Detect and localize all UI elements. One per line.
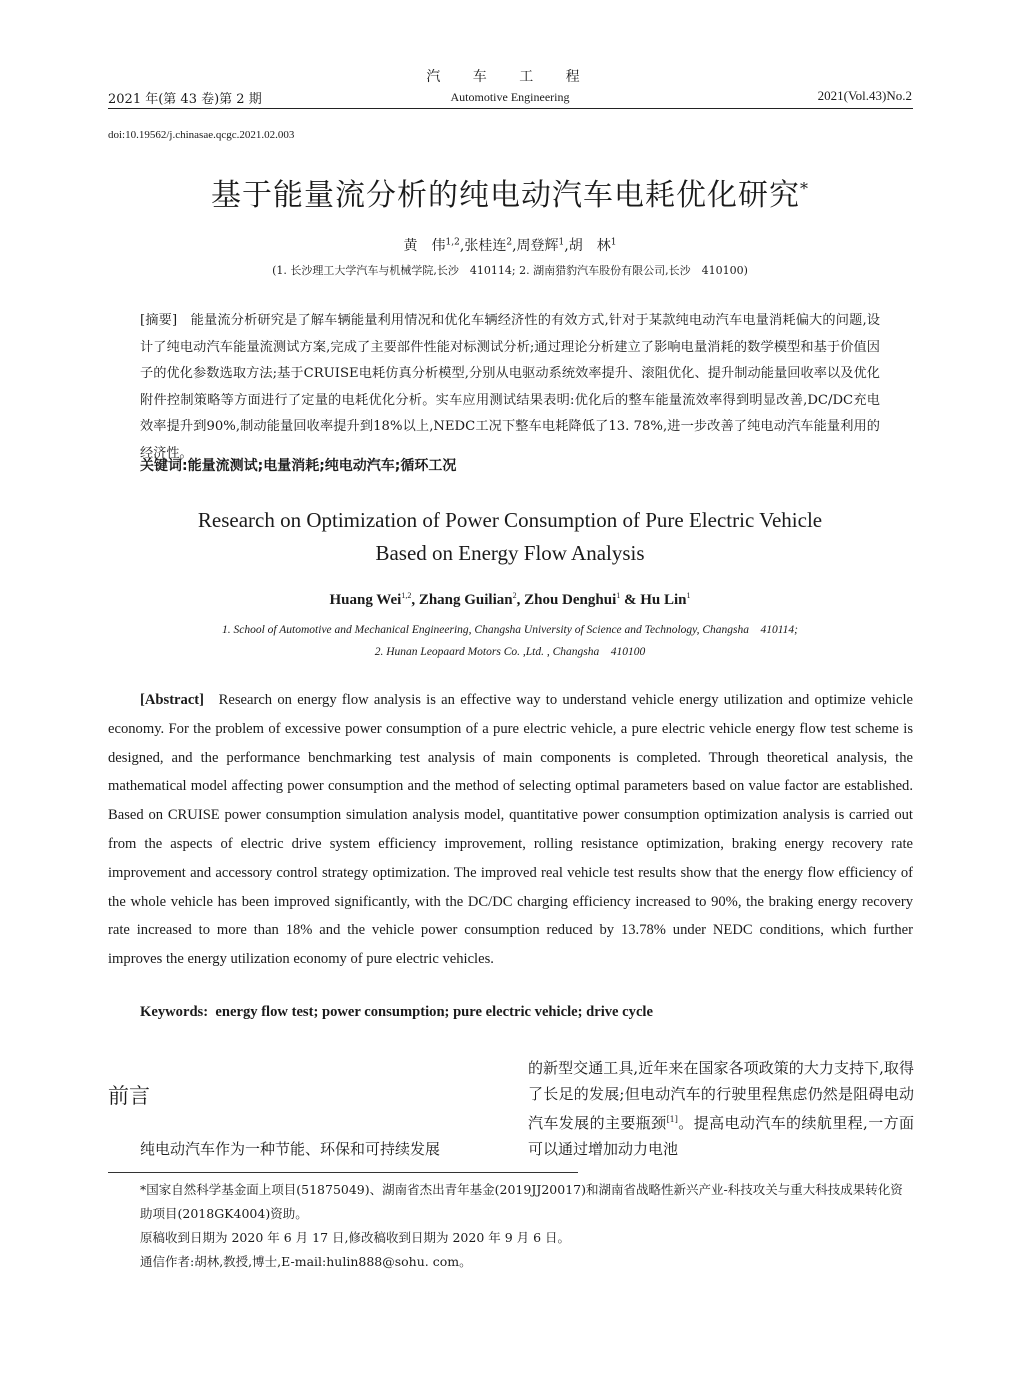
author-cn: 周登辉 [516,238,559,254]
author-en: Zhang Guilian [418,592,513,608]
author-en: Hu Lin [640,592,687,608]
issue-info-en: 2021(Vol.43)No.2 [817,88,912,103]
abstract-cn-text: 能量流分析研究是了解车辆能量利用情况和优化车辆经济性的有效方式,针对于某款纯电动汽车电量消耗偏大的问题,设计了纯电动汽车能量流测试方案,完成了主要部件性能对标测试分析;通过理论分析建立了影响电量消耗的数学模型和基于价值因子的优化参数选取方法;基于CRUISE电耗仿真分析模型,分别从电驱动系统效率提升、滚阻优化、提升制动能量回收率以及优化附件控制策略等方面进行了定量的电耗优化分析。实车应用测试结果表明:优化后的整车能量流效率得到明显改善,DC/DC充电效率提升到90%,制动能量回收率提升到18%以上,NEDC工况下整车电耗降低了13. 78%,进一步改善了纯电动汽车能量利用的经济性。 [140,313,880,461]
journal-name-cn: 汽 车 工 程 [426,69,594,85]
footnote-divider [108,1172,578,1173]
author-affil-sup: 1 [610,237,617,248]
header-divider [108,108,913,109]
keywords-en [140,1004,653,1021]
keywords-cn-text: 能量流测试;电量消耗;纯电动汽车;循环工况 [187,458,457,474]
title-footnote-mark: * [800,179,809,198]
footnote-funding: *国家自然科学基金面上项目(51875049)、湖南省杰出青年基金(2019JJ20017)和湖南省战略性新兴产业-科技攻关与重大科技成果转化资助项目(2018GK4004)资助。 [140,1182,903,1221]
author-en: Zhou Denghui [524,592,617,608]
author-list-cn: 黄 伟$^{1,2}$,张桂连$^2$,周登辉$^1$,胡 林$^1$ [403,237,617,254]
section-heading-introduction: 前言 [108,1084,150,1108]
issue-info-cn: 2021 年(第 43 卷)第 2 期 [108,92,262,107]
body-paragraph-left: 纯电动汽车作为一种节能、环保和可持续发展 [140,1140,441,1158]
author-affil-sup: 1,2 [445,237,460,248]
affiliations-cn: (1. 长沙理工大学汽车与机械学院,长沙 410114; 2. 湖南猎豹汽车股份有限公司,长沙 410100) [272,264,748,277]
author-en: Huang Wei [329,592,402,608]
author-cn: 张桂连 [464,238,507,254]
author-separator: , [516,592,525,608]
author-affil-sup: 1 [558,237,565,248]
abstract-en [108,686,913,974]
title-en-line-2: Based on Energy Flow Analysis [375,541,645,565]
body-text: 。提高电动汽车的续航里程,一方面可以通过增加动力电池 [528,1114,914,1158]
author-affil-sup: 1 [686,591,691,600]
footnote-received: 原稿收到日期为 2020 年 6 月 17 日,修改稿收到日期为 2020 年 9 月 6 日。 [140,1230,571,1245]
abstract-en-text: Research on energy flow analysis is an effective way to understand vehicle energy utilization and optimize vehicle economy. For the problem of excessive power consumption of a pure electric vehicle, a pure electric vehicle energy flow test scheme is designed, and the performance benchmarking test analysis of main components is completed. Through theoretical analysis, the mathematical model affecting power consumption and the method of selecting optimal parameters based on value factor are established. Based on CRUISE power consumption simulation analysis model, quantitative power consumption optimization analysis is carried out from the aspects of electric drive system efficiency improvement, rolling resistance optimization, braking energy recovery rate improvement and accessory control strategy optimization. The improved real vehicle test results show that the energy flow efficiency of the whole vehicle has been improved significantly, with the DC/DC charging efficiency increased to 90%, the braking energy recovery rate increased to more than 18% and the vehicle power consumption reduced by 13.78% under NEDC conditions, which further improves the energy utilization economy of pure electric vehicles. [108,692,913,968]
footnote-correspondence: 通信作者:胡林,教授,博士,E-mail:hulin888@sohu. com。 [140,1254,472,1269]
paper-title-en [0,504,1020,570]
body-paragraph-right [528,1055,914,1162]
keywords-cn [140,455,880,475]
body-text: 的新型交通工具,近年来在国家各项政策的大力支持下,取得了长足的发展;但电动汽车的行驶里程焦虑仍然是阻碍电动汽车发展的主要瓶颈 [528,1059,914,1132]
paper-title-cn [0,170,1020,214]
title-en-line-1: Research on Optimization of Power Consumption of Pure Electric Vehicle [197,508,823,532]
author-affil-sup: 2 [506,237,513,248]
keywords-cn-label: 关键词: [140,458,188,474]
author-separator: , [411,592,419,608]
citation-ref[interactable]: [1] [666,1115,678,1124]
author-list-en [0,591,1020,609]
affiliations-en [0,619,1020,663]
author-cn: 黄 伟 [403,238,446,254]
affiliation-en-1: 1. School of Automotive and Mechanical Engineering, Changsha University of Science and Technology, Changsha 410114; [222,624,798,636]
abstract-cn-label: [摘要] [140,313,178,328]
author-affil-sup: 2 [512,591,517,600]
doi[interactable]: doi:10.19562/j.chinasae.qcgc.2021.02.003 [108,129,295,141]
keywords-en-label: Keywords: [140,1004,209,1020]
abstract-cn [140,308,880,467]
affiliation-en-2: 2. Hunan Leopaard Motors Co. ,Ltd. , Changsha 410100 [374,646,646,658]
title-cn-text: 基于能量流分析的纯电动汽车电耗优化研究 [211,178,800,213]
footnotes [140,1178,915,1274]
author-separator: & [620,592,641,608]
author-cn: 胡 林 [568,238,611,254]
keywords-en-text: energy flow test; power consumption; pure electric vehicle; drive cycle [215,1004,653,1020]
abstract-en-label: [Abstract] [140,692,205,708]
author-affil-sup: 1 [616,591,621,600]
journal-name-en: Automotive Engineering [450,90,570,104]
author-affil-sup: 1,2 [401,591,412,600]
